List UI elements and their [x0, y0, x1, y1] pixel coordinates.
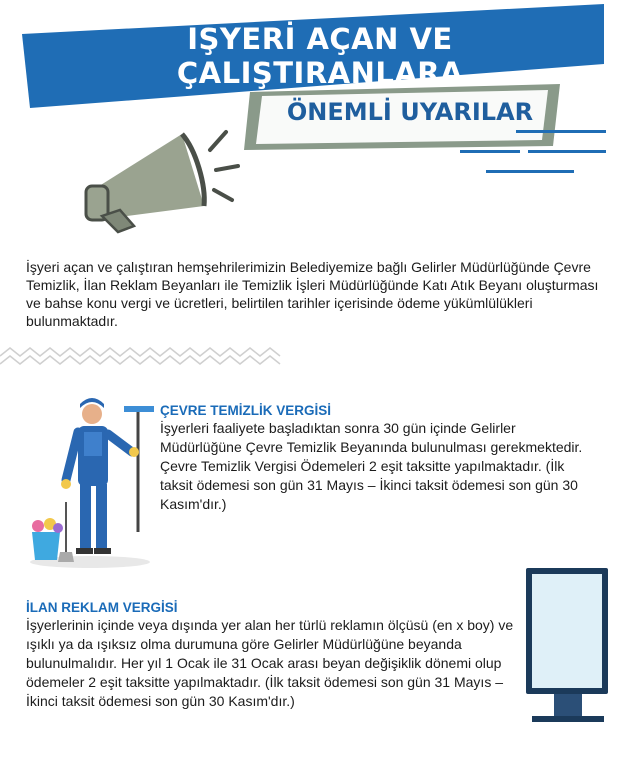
- billboard-illustration: [518, 566, 618, 732]
- intro-text: İşyeri açan ve çalıştıran hemşehrilerimizin Belediyemize bağlı Gelirler Müdürlüğünde Çevre Temizlik, İlan Reklam Beyanları ile Temizlik İşleri Müdürlüğünde Katı Atık Beyanı oluşturması ve bahse konu vergi ve ücretleri, belirtilen tarihler içerisinde ödeme yükümlülükleri bulunmaktadır.: [26, 259, 599, 329]
- section-title: ÇEVRE TEMİZLİK VERGİSİ: [160, 403, 332, 418]
- page-subtitle: ÖNEMLİ UYARILAR: [286, 98, 534, 126]
- zigzag-divider: [0, 344, 300, 368]
- section-body: İşyerlerinin içinde veya dışında yer alan her türlü reklamın ölçüsü (en x boy) ve ışıklı ya da ışıksız olma durumuna göre Gelirler Müdürlüğüne beyanda bulunulmalıdır. Her yıl 1 Ocak ile 31 Ocak arası beyan değişiklik dönemi olup ödemeler 2 eşit taksitte yapılmaktadır. (İlk taksit ödemesi son gün 31 Mayıs – İkinci taksit ödemesi son gün 30 Kasım'dır.): [26, 617, 514, 709]
- section-body: İşyerleri faaliyete başladıktan sonra 30 gün içinde Gelirler Müdürlüğüne Çevre Temizlik Beyanında bulunulması gerekmektedir. Çevre Temizlik Vergisi Ödemeleri 2 eşit taksitte yapılmaktadır. (İlk taksit ödemesi son gün 31 Mayıs – İkinci taksit ödemesi son gün 30 Kasım'dır.): [160, 420, 583, 512]
- page-title: İŞYERİ AÇAN VE ÇALIŞTIRANLARA: [176, 22, 464, 90]
- cleaner-illustration: [20, 392, 160, 572]
- megaphone-icon: [86, 132, 238, 232]
- section-environment-tax: [160, 403, 600, 514]
- section-title: İLAN REKLAM VERGİSİ: [26, 600, 178, 615]
- section-advertising-tax: [26, 600, 516, 711]
